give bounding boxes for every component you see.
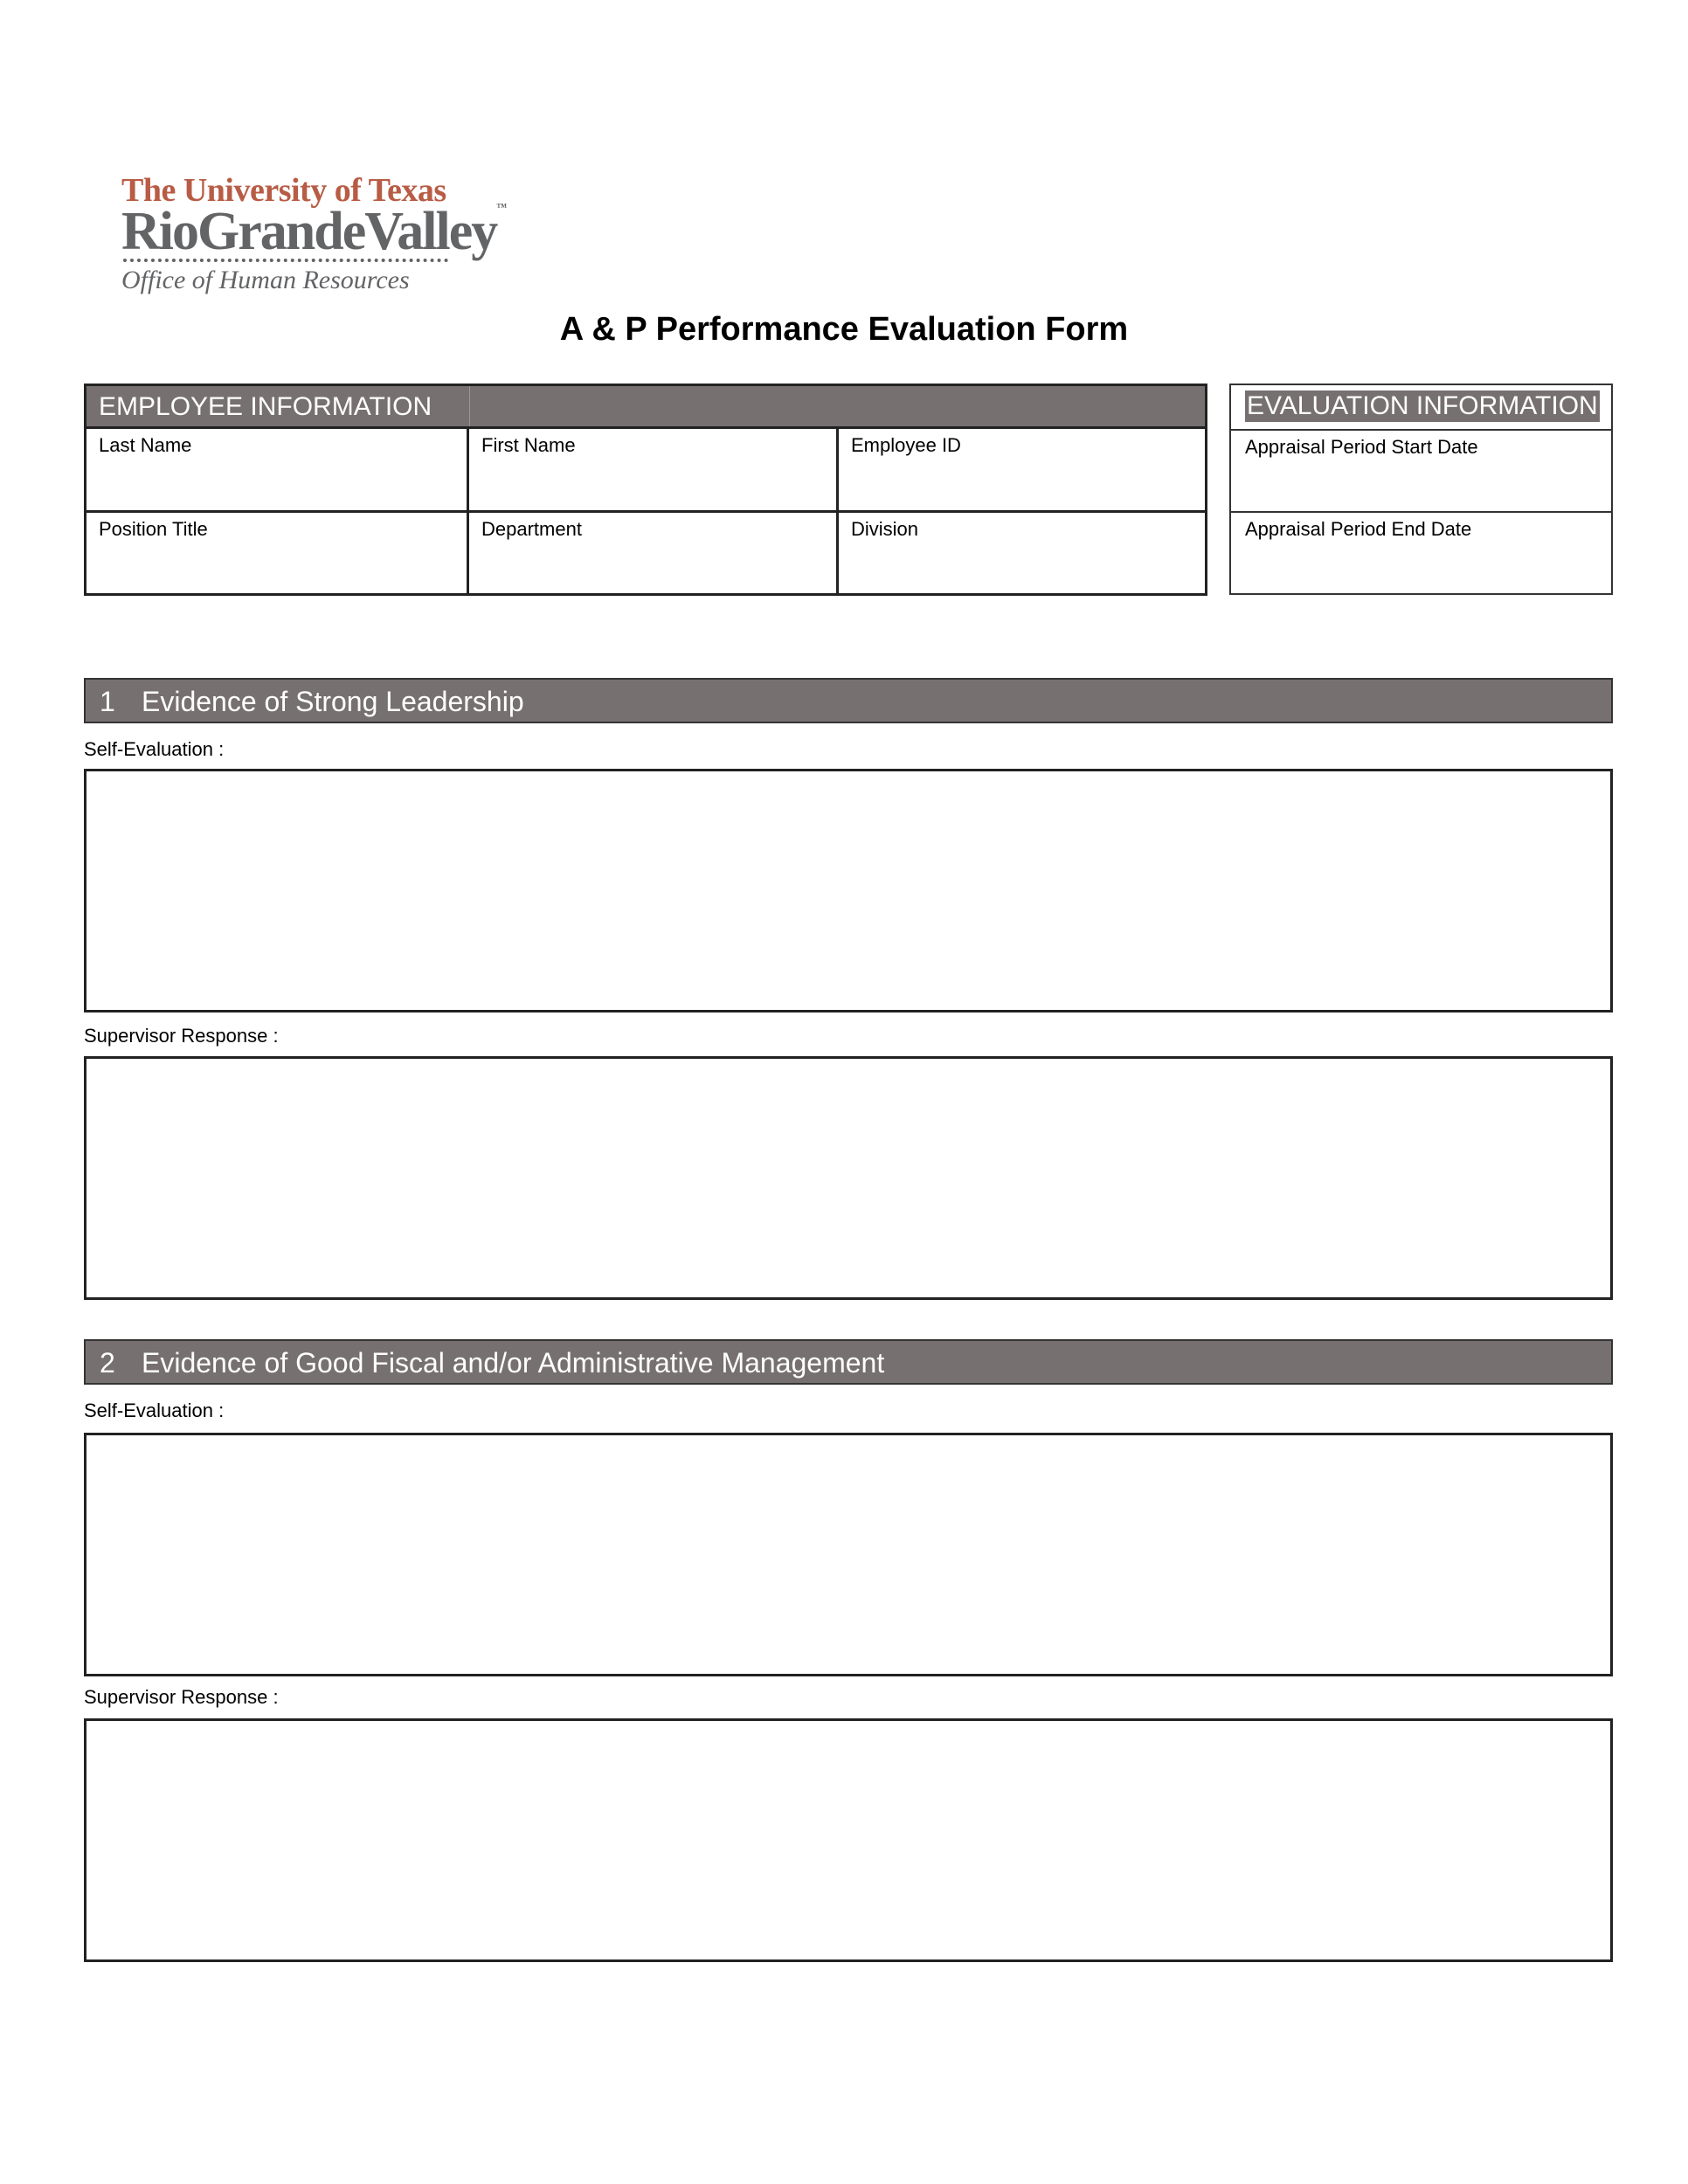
logo-dotted-divider: [123, 259, 448, 262]
employee-information-header: [86, 386, 1205, 429]
field-label: Employee ID: [851, 434, 961, 456]
first-name-field[interactable]: [469, 429, 839, 513]
field-label: Department: [481, 518, 582, 540]
employee-id-field[interactable]: [839, 429, 1205, 513]
employee-information-heading: EMPLOYEE INFORMATION: [99, 392, 432, 421]
page-title: A & P Performance Evaluation Form: [559, 311, 1129, 348]
appraisal-end-date-field[interactable]: [1231, 513, 1611, 593]
self-evaluation-label: Self-Evaluation :: [84, 738, 225, 760]
evaluation-information-header: [1231, 385, 1611, 431]
appraisal-start-date-field[interactable]: [1231, 431, 1611, 513]
logo-office-line: Office of Human Resources: [121, 266, 410, 294]
field-label: First Name: [481, 434, 576, 456]
logo-campus-line: [121, 201, 507, 263]
section-1-self-evaluation-box[interactable]: [84, 769, 1613, 1013]
field-label: Appraisal Period Start Date: [1245, 436, 1478, 458]
section-1-header: [84, 678, 1613, 723]
section-title: Evidence of Good Fiscal and/or Administrative Management: [142, 1347, 885, 1379]
evaluation-information-table: [1229, 384, 1613, 595]
supervisor-response-label: Supervisor Response :: [84, 1025, 279, 1047]
section-number: 2: [100, 1347, 115, 1379]
field-label: Division: [851, 518, 919, 540]
logo-campus-text: RioGrandeValley: [121, 202, 497, 261]
department-field[interactable]: [469, 513, 839, 593]
position-title-field[interactable]: [86, 513, 469, 593]
section-title: Evidence of Strong Leadership: [142, 686, 524, 717]
section-number: 1: [100, 686, 115, 717]
section-2-header: [84, 1339, 1613, 1385]
section-2-supervisor-response-box[interactable]: [84, 1718, 1613, 1962]
field-label: Position Title: [99, 518, 208, 540]
employee-information-table: [84, 384, 1207, 596]
division-field[interactable]: [839, 513, 1205, 593]
uh-logo: [121, 171, 532, 302]
section-2-self-evaluation-box[interactable]: [84, 1433, 1613, 1676]
logo-trademark: ™: [496, 201, 508, 213]
logo-university-line: The University of Texas: [121, 172, 446, 209]
field-label: Appraisal Period End Date: [1245, 518, 1472, 540]
self-evaluation-label: Self-Evaluation :: [84, 1400, 225, 1421]
supervisor-response-label: Supervisor Response :: [84, 1686, 279, 1708]
last-name-field[interactable]: [86, 429, 469, 513]
evaluation-information-heading: EVALUATION INFORMATION: [1247, 391, 1598, 420]
section-1-supervisor-response-box[interactable]: [84, 1056, 1613, 1300]
header-divider: [469, 386, 470, 426]
field-label: Last Name: [99, 434, 192, 456]
